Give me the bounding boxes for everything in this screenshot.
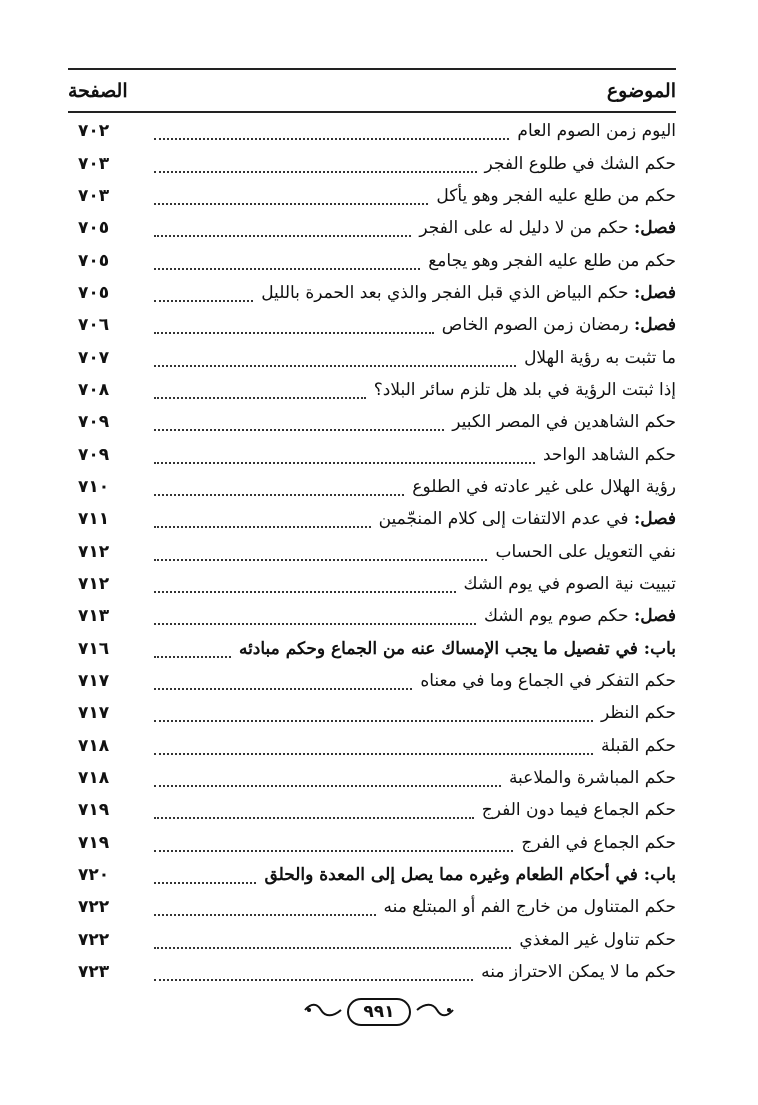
toc-entry-text: حكم التفكر في الجماع وما في معناه xyxy=(420,671,676,692)
toc-entry xyxy=(68,665,676,697)
toc-entry xyxy=(68,730,676,762)
dot-leader xyxy=(154,225,411,237)
toc-entry xyxy=(68,794,676,826)
dot-leader xyxy=(154,128,509,140)
toc-entry-text: حكم المباشرة والملاعبة xyxy=(508,768,676,789)
toc-entry-text: تبييت نية الصوم في يوم الشك xyxy=(463,573,676,594)
toc-entry-title xyxy=(412,671,676,691)
toc-entry-title xyxy=(444,412,676,432)
toc-entry-page: ٧٠٦ xyxy=(78,315,110,336)
page-number-ornament xyxy=(303,998,454,1026)
toc-entry-title xyxy=(593,703,676,723)
page-column-label: الصفحة xyxy=(68,80,128,102)
toc-entry-prefix: فصل: xyxy=(633,282,676,303)
toc-entry-prefix: فصل: xyxy=(633,606,676,627)
toc-entry xyxy=(68,471,676,503)
toc-entry-title xyxy=(535,445,676,465)
dot-leader xyxy=(154,290,253,302)
toc-entry-page: ٧٢٣ xyxy=(78,962,110,983)
toc-entry-prefix: باب: xyxy=(643,638,676,659)
dot-leader xyxy=(154,161,477,173)
dot-leader xyxy=(154,322,434,334)
toc-entry-page: ٧١١ xyxy=(78,509,110,530)
toc-entry-page: ٧١٨ xyxy=(78,768,110,789)
dot-leader xyxy=(154,452,535,464)
top-rule xyxy=(68,68,676,70)
dot-leader xyxy=(154,969,473,981)
dot-leader xyxy=(154,484,404,496)
toc-entry-text: إذا ثبتت الرؤية في بلد هل تلزم سائر البلاد؟ xyxy=(373,379,676,400)
toc-entry-page: ٧٠٩ xyxy=(78,412,110,433)
toc-entry-title xyxy=(511,930,676,950)
dot-leader xyxy=(154,840,513,852)
toc-entry-text: حكم ما لا يمكن الاحتراز منه xyxy=(481,962,676,983)
toc-entry-page: ٧٠٧ xyxy=(78,347,110,368)
toc-entry-text: حكم البياض الذي قبل الفجر والذي بعد الحمرة بالليل xyxy=(261,282,629,303)
dot-leader xyxy=(154,516,371,528)
toc-entry-text: حكم النظر xyxy=(601,703,676,724)
toc-entry-text: حكم الشك في طلوع الفجر xyxy=(484,153,676,174)
toc-entry xyxy=(68,697,676,729)
toc-entry-title xyxy=(420,251,676,271)
toc-entry-page: ٧٠٨ xyxy=(78,379,110,400)
toc-entry xyxy=(68,633,676,665)
toc-entry xyxy=(68,859,676,891)
toc-entry xyxy=(68,147,676,179)
dot-leader xyxy=(154,387,366,399)
toc-entry-title xyxy=(428,186,676,206)
toc-entry-prefix: فصل: xyxy=(633,509,676,530)
toc-entry-text: حكم القبلة xyxy=(601,735,676,756)
toc-entry xyxy=(68,180,676,212)
toc-entry-page: ٧٠٣ xyxy=(78,185,110,206)
toc-entry xyxy=(68,568,676,600)
toc-list xyxy=(68,115,676,988)
toc-entry-page: ٧٠٥ xyxy=(78,282,110,303)
toc-entry xyxy=(68,827,676,859)
dot-leader xyxy=(154,581,456,593)
flourish-left-icon xyxy=(303,1001,343,1023)
toc-entry-text: نفي التعويل على الحساب xyxy=(495,541,676,562)
toc-entry-title xyxy=(516,348,676,368)
toc-entry-text: حكم الجماع في الفرج xyxy=(521,832,676,853)
toc-entry-title xyxy=(434,315,676,335)
toc-entry xyxy=(68,891,676,923)
toc-entry xyxy=(68,277,676,309)
toc-entry-title xyxy=(501,768,676,788)
toc-entry-text: حكم الشاهد الواحد xyxy=(543,444,676,465)
toc-entry-text: اليوم زمن الصوم العام xyxy=(517,121,676,142)
toc-entry-page: ٧٠٥ xyxy=(78,250,110,271)
toc-entry-title xyxy=(366,380,676,400)
toc-entry-title xyxy=(376,897,676,917)
toc-entry-page: ٧٢٠ xyxy=(78,865,110,886)
toc-entry-title xyxy=(404,477,676,497)
toc-entry xyxy=(68,503,676,535)
toc-entry-title xyxy=(474,800,676,820)
toc-entry xyxy=(68,535,676,567)
toc-entry-page: ٧١٩ xyxy=(78,800,110,821)
dot-leader xyxy=(154,419,444,431)
toc-entry-text: ما تثبت به رؤية الهلال xyxy=(524,347,676,368)
toc-entry-page: ٧١٨ xyxy=(78,735,110,756)
toc-entry-page: ٧١٠ xyxy=(78,476,110,497)
toc-entry-page: ٧٠٩ xyxy=(78,444,110,465)
toc-entry xyxy=(68,374,676,406)
toc-entry-title xyxy=(513,833,676,853)
toc-entry xyxy=(68,244,676,276)
dot-leader xyxy=(154,937,511,949)
toc-entry-text: حكم الشاهدين في المصر الكبير xyxy=(452,412,676,433)
toc-entry xyxy=(68,762,676,794)
dot-leader xyxy=(154,613,476,625)
toc-entry-title xyxy=(476,606,676,626)
toc-entry-page: ٧١٧ xyxy=(78,671,110,692)
dot-leader xyxy=(154,743,593,755)
dot-leader xyxy=(154,355,516,367)
toc-entry-prefix: باب: xyxy=(643,865,676,886)
toc-entry-text: رمضان زمن الصوم الخاص xyxy=(441,315,629,336)
toc-entry-text: حكم من لا دليل له على الفجر xyxy=(419,218,629,239)
toc-entry-text: في تفصيل ما يجب الإمساك عنه من الجماع وحكم مبادئه xyxy=(238,638,638,659)
toc-entry xyxy=(68,406,676,438)
toc-entry-text: في أحكام الطعام وغيره مما يصل إلى المعدة والحلق xyxy=(264,865,638,886)
toc-entry-text: في عدم الالتفات إلى كلام المنجّمين xyxy=(378,509,629,530)
toc-entry xyxy=(68,956,676,988)
toc-entry-text: حكم المتناول من خارج الفم أو المبتلع منه xyxy=(383,897,676,918)
page-footer xyxy=(0,992,758,1032)
toc-entry xyxy=(68,309,676,341)
toc-entry-title xyxy=(473,962,676,982)
dot-leader xyxy=(154,807,474,819)
dot-leader xyxy=(154,710,593,722)
toc-entry-page: ٧١٩ xyxy=(78,832,110,853)
toc-entry-prefix: فصل: xyxy=(633,218,676,239)
toc-entry-title xyxy=(253,283,676,303)
toc-entry-title xyxy=(477,154,676,174)
toc-entry-text: حكم من طلع عليه الفجر وهو يأكل xyxy=(436,185,676,206)
dot-leader xyxy=(154,678,412,690)
toc-entry-page: ٧١٧ xyxy=(78,703,110,724)
toc-entry xyxy=(68,600,676,632)
toc-entry-text: حكم صوم يوم الشك xyxy=(483,606,629,627)
toc-entry-title xyxy=(456,574,677,594)
toc-entry-title xyxy=(256,865,676,885)
toc-entry-text: حكم تناول غير المغذي xyxy=(519,929,676,950)
toc-entry-page: ٧٠٣ xyxy=(78,153,110,174)
toc-entry-text: حكم من طلع عليه الفجر وهو يجامع xyxy=(428,250,676,271)
toc-entry-page: ٧٠٥ xyxy=(78,218,110,239)
dot-leader xyxy=(154,872,256,884)
toc-entry-text: رؤية الهلال على غير عادته في الطلوع xyxy=(412,476,676,497)
toc-entry-page: ٧١٣ xyxy=(78,606,110,627)
toc-header xyxy=(68,74,676,108)
dot-leader xyxy=(154,775,501,787)
toc-entry-page: ٧٢٢ xyxy=(78,897,110,918)
toc-entry-page: ٧٠٢ xyxy=(78,121,110,142)
dot-leader xyxy=(154,646,231,658)
dot-leader xyxy=(154,258,420,270)
toc-entry-page: ٧١٦ xyxy=(78,638,110,659)
toc-entry-text: حكم الجماع فيما دون الفرج xyxy=(481,800,676,821)
toc-entry xyxy=(68,212,676,244)
toc-entry xyxy=(68,438,676,470)
toc-entry xyxy=(68,924,676,956)
toc-entry xyxy=(68,115,676,147)
toc-entry-title xyxy=(371,509,676,529)
toc-entry-page: ٧٢٢ xyxy=(78,929,110,950)
toc-entry-title xyxy=(411,218,676,238)
header-rule xyxy=(68,111,676,113)
toc-entry-title xyxy=(487,542,676,562)
toc-entry-title xyxy=(509,121,676,141)
dot-leader xyxy=(154,549,487,561)
toc-entry-title xyxy=(231,639,676,659)
dot-leader xyxy=(154,193,428,205)
toc-entry-page: ٧١٢ xyxy=(78,541,110,562)
toc-entry-prefix: فصل: xyxy=(633,315,676,336)
toc-entry xyxy=(68,341,676,373)
toc-entry-title xyxy=(593,736,676,756)
page-number: ٩٩١ xyxy=(347,998,410,1026)
dot-leader xyxy=(154,904,376,916)
topic-column-label: الموضوع xyxy=(606,80,676,102)
toc-entry-page: ٧١٢ xyxy=(78,573,110,594)
flourish-right-icon xyxy=(415,1001,455,1023)
